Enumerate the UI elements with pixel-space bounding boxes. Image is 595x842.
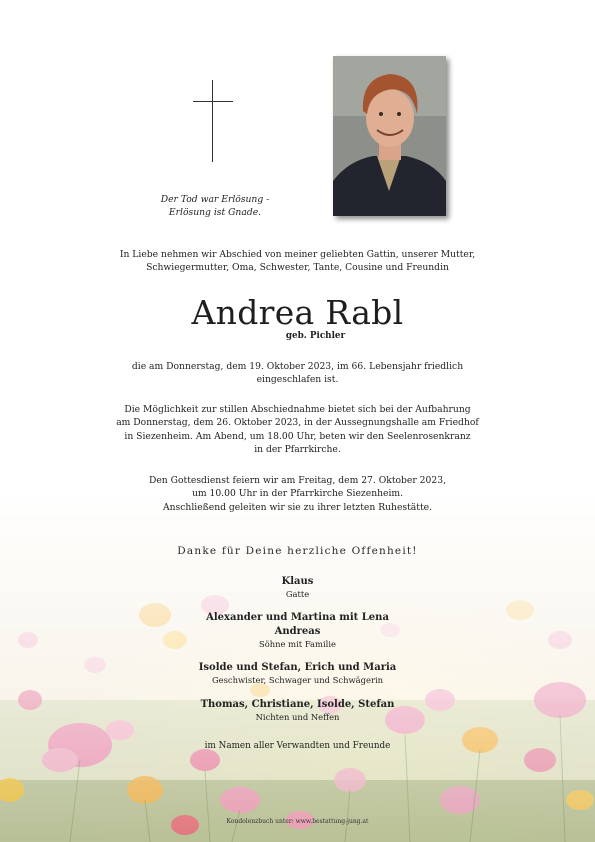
- cross-icon: [193, 80, 233, 162]
- intro-text: [100, 248, 495, 275]
- service-line: Den Gottesdienst feiern wir am Freitag, dem 27. Oktober 2023,: [149, 475, 446, 486]
- condolence-book-link[interactable]: Kondolenzbuch unter: www.bestattung-jung.at: [226, 818, 369, 825]
- mourner-group: [100, 698, 495, 723]
- death-line: eingeschlafen ist.: [256, 374, 339, 386]
- deceased-name: Andrea Rabl: [191, 293, 404, 332]
- mourner-group: [100, 611, 495, 650]
- mourner-relation: Gatte: [285, 589, 310, 599]
- mourner-names: Alexander und Martina mit Lena: [206, 612, 389, 623]
- mourner-names: Andreas: [274, 626, 321, 637]
- mourner-group: [100, 661, 495, 686]
- farewell-line: in Siezenheim. Am Abend, um 18.00 Uhr, beten wir den Seelenrosenkranz: [124, 430, 471, 442]
- death-text: [100, 360, 495, 387]
- motto-line: Erlösung ist Gnade.: [168, 207, 262, 218]
- mourner-relation: Geschwister, Schwager und Schwägerin: [211, 675, 384, 685]
- motto: [120, 193, 310, 219]
- maiden-name: geb. Pichler: [285, 331, 346, 341]
- portrait-photo: [333, 56, 446, 216]
- intro-line: Schwiegermutter, Oma, Schwester, Tante, Cousine und Freundin: [146, 262, 449, 274]
- mourner-group: [100, 575, 495, 600]
- farewell-line: Die Möglichkeit zur stillen Abschiednahme bietet sich bei der Aufbahrung: [124, 404, 471, 415]
- motto-line: Der Tod war Erlösung -: [160, 194, 270, 205]
- mourner-names: Klaus: [281, 576, 314, 587]
- farewell-line: in der Pfarrkirche.: [254, 444, 341, 456]
- farewell-text: [100, 403, 495, 457]
- service-line: um 10.00 Uhr in der Pfarrkirche Siezenheim.: [191, 488, 404, 500]
- mourner-names: Thomas, Christiane, Isolde, Stefan: [200, 699, 395, 710]
- mourner-names: Isolde und Stefan, Erich und Maria: [198, 662, 397, 673]
- intro-line: In Liebe nehmen wir Abschied von meiner geliebten Gattin, unserer Mutter,: [119, 249, 476, 260]
- thanks-heading: Danke für Deine herzliche Offenheit!: [177, 545, 418, 557]
- mourner-relation: Söhne mit Familie: [258, 639, 336, 649]
- farewell-line: am Donnerstag, dem 26. Oktober 2023, in der Aussegnungshalle am Friedhof: [116, 417, 479, 429]
- service-line: Anschließend geleiten wir sie zu ihrer letzten Ruhestätte.: [162, 501, 433, 513]
- service-text: [100, 474, 495, 514]
- death-line: die am Donnerstag, dem 19. Oktober 2023, im 66. Lebensjahr friedlich: [131, 361, 464, 372]
- mourner-relation: Nichten und Neffen: [255, 712, 340, 722]
- closing-line: im Namen aller Verwandten und Freunde: [204, 741, 391, 751]
